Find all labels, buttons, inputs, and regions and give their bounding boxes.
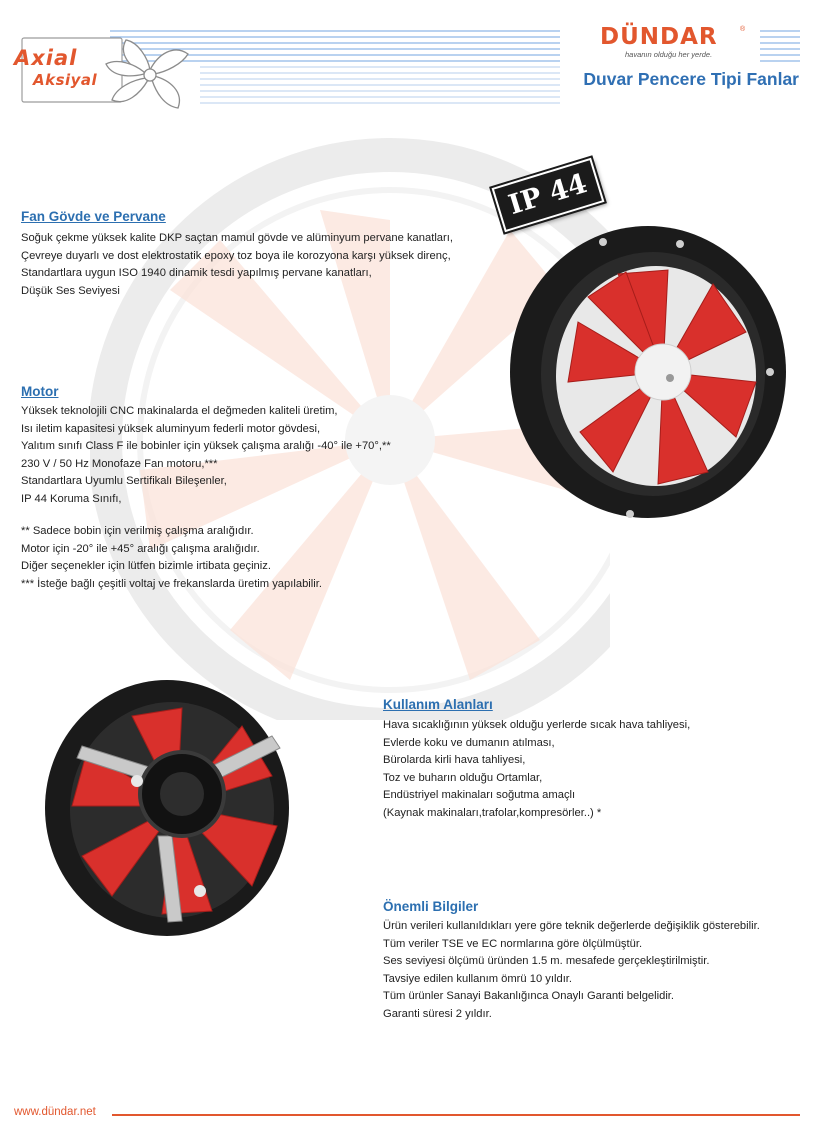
footer-divider bbox=[112, 1114, 800, 1116]
note-item: *** İsteğe bağlı çeşitli voltaj ve frekanslarda üretim yapılabilir. bbox=[21, 577, 322, 590]
list-item: Düşük Ses Seviyesi bbox=[21, 284, 120, 297]
footer-url-link[interactable]: www.dündar.net bbox=[14, 1106, 96, 1118]
list-item: IP 44 Koruma Sınıfı, bbox=[21, 492, 122, 505]
aksiyal-label: Aksiyal bbox=[33, 71, 98, 89]
list-item: Yalıtım sınıfı Class F ile bobinler için yüksek çalışma aralığı -40° ile +70°,** bbox=[21, 440, 391, 453]
info-list bbox=[383, 918, 760, 1024]
list-item: Ürün verileri kullanıldıkları yere göre teknik değerlerde değişiklik gösterebilir. bbox=[383, 920, 760, 932]
motor-list bbox=[21, 403, 391, 509]
axial-label: Axial bbox=[14, 46, 78, 70]
list-item: Evlerde koku ve dumanın atılması, bbox=[383, 736, 555, 749]
list-item: Garanti süresi 2 yıldır. bbox=[383, 1007, 492, 1020]
note-item: ** Sadece bobin için verilmiş çalışma aralığıdır. bbox=[21, 525, 254, 537]
list-item: Bürolarda kirli hava tahliyesi, bbox=[383, 754, 526, 767]
list-item: Soğuk çekme yüksek kalite DKP saçtan mamul gövde ve alüminyum pervane kanatları, bbox=[21, 232, 453, 244]
list-item: 230 V / 50 Hz Monofaze Fan motoru,*** bbox=[21, 457, 218, 470]
list-item: Isı iletim kapasitesi yüksek aluminyum federli motor gövdesi, bbox=[21, 422, 321, 435]
ip44-badge: IP 44 bbox=[492, 158, 605, 232]
motor-notes bbox=[21, 523, 322, 593]
propeller-logo-icon bbox=[100, 28, 200, 118]
registered-mark: ® bbox=[740, 26, 746, 33]
brand-slogan: havanın olduğu her yerde. bbox=[625, 50, 713, 59]
list-item: Tavsiye edilen kullanım ömrü 10 yıldır. bbox=[383, 972, 573, 985]
fan-body-title: Fan Gövde ve Pervane bbox=[21, 209, 166, 224]
list-item: (Kaynak makinaları,trafolar,kompresörler..) * bbox=[383, 806, 602, 819]
motor-title: Motor bbox=[21, 384, 59, 399]
list-item: Toz ve buharın olduğu Ortamlar, bbox=[383, 771, 543, 784]
list-item: Tüm ürünler Sanayi Bakanlığınca Onaylı Garanti belgelidir. bbox=[383, 990, 675, 1003]
fan-back-image bbox=[42, 676, 292, 936]
list-item: Ses seviyesi ölçümü üründen 1.5 m. mesafede gerçekleştirilmiştir. bbox=[383, 955, 710, 968]
info-title: Önemli Bilgiler bbox=[383, 899, 479, 914]
list-item: Standartlara Uyumlu Sertifikalı Bileşenler, bbox=[21, 475, 227, 488]
list-item: Çevreye duyarlı ve dost elektrostatik epoxy toz boya ile korozyona karşı yüksek direnç, bbox=[21, 249, 451, 262]
fan-front-image bbox=[508, 222, 788, 532]
list-item: Yüksek teknolojili CNC makinalarda el değmeden kaliteli üretim, bbox=[21, 405, 338, 417]
usage-list bbox=[383, 717, 690, 823]
note-item: Diğer seçenekler için lütfen bizimle irtibata geçiniz. bbox=[21, 560, 271, 573]
list-item: Standartlara uygun ISO 1940 dinamik tesdi yapılmış pervane kanatları, bbox=[21, 267, 372, 280]
list-item: Endüstriyel makinaları soğutma amaçlı bbox=[383, 789, 576, 802]
usage-title: Kullanım Alanları bbox=[383, 697, 493, 712]
page-title: Duvar Pencere Tipi Fanlar bbox=[583, 69, 799, 89]
fan-body-list bbox=[21, 230, 453, 300]
list-item: Tüm veriler TSE ve EC normlarına göre ölçülmüştür. bbox=[383, 937, 643, 950]
list-item: Hava sıcaklığının yüksek olduğu yerlerde sıcak hava tahliyesi, bbox=[383, 719, 691, 731]
brand-logo: DÜNDAR bbox=[600, 24, 718, 50]
note-item: Motor için -20° ile +45° aralığı çalışma aralığıdır. bbox=[21, 542, 260, 555]
